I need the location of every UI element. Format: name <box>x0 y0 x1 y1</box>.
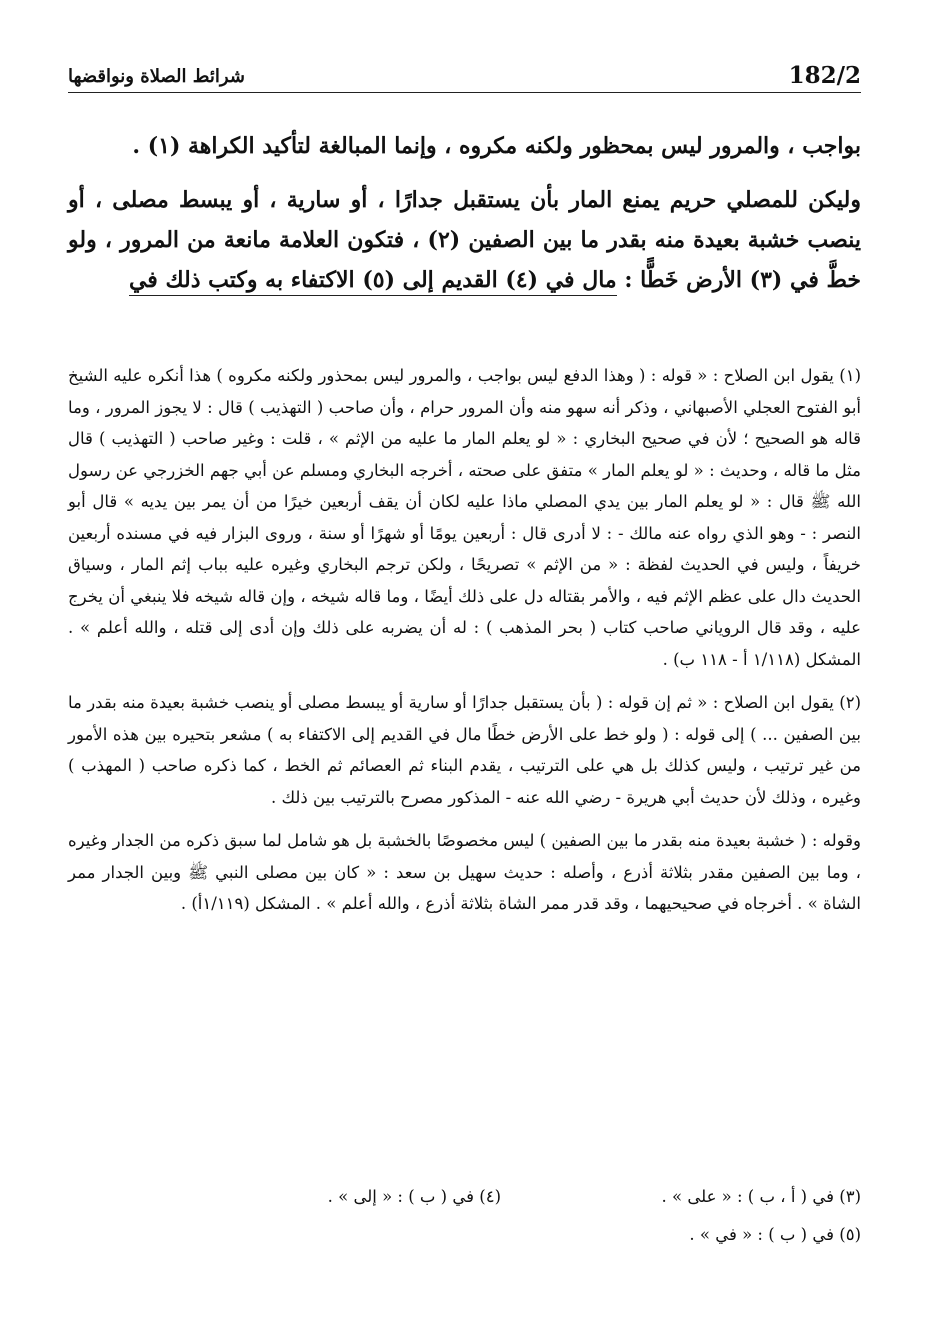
page-header <box>68 62 861 93</box>
footnote-1: (١) يقول ابن الصلاح : « قوله : ( وهذا الدفع ليس بواجب ، والمرور ليس بمحذور ولكنه مكروه ) هذا أنكره عليه الشيخ أبو الفتوح العجلي الأصبهاني ، وذكر أنه سهو منه وأن المرور حرام ، وأن صاحب ( التهذيب ) قال : لا يجوز المرور ، وما قاله هو الصحيح ؛ لأن في صحيح البخاري : « لو يعلم المار ما عليه من الإثم » ، قلت : وغير صاحب ( التهذيب ) قال مثل ما قاله ، وحديث : « لو يعلم المار » متفق على صحته ، أخرجه البخاري ومسلم عن أبي جهم الخزرجي عن رسول الله ﷺ قال : « لو يعلم المار بين يدي المصلي ماذا عليه لكان أن يقف أربعين خيرًا من أن يمر بين يديه » قال أبو النصر : - وهو الذي رواه عنه مالك - : لا أدرى قال : أربعين يومًا أو شهرًا أو سنة ، وروى البزار فيه في مسنده أربعين خريفاً ، وليس في الحديث لفظة : « من الإثم » تصريحًا ، ولكن ترجم البخاري وغيره عليه بباب إثم المار ، وسياق الحديث دال على عظم الإثم فيه ، والأمر بقتاله دل على ذلك أيضًا ، وما قاله شيخه ، وإن قاله شيخه فلا ينبغي أن يخرج عليه ، وقد قال الروياني صاحب كتاب ( بحر المذهب ) : له أن يضربه على ذلك وإن أدى إلى قتله ، والله أعلم » . المشكل (١/١١٨ أ - ١١٨ ب) . <box>68 366 861 669</box>
underlined-phrase: مال في (٤) القديم إلى (٥) الاكتفاء به وكتب ذلك في <box>129 267 617 296</box>
main-text <box>68 126 861 314</box>
variant-note-5: (٥) في ( ب ) : « في » . <box>689 1225 861 1244</box>
footnote-2-continuation: وقوله : ( خشبة بعيدة منه بقدر ما بين الصفين ) ليس مخصوصًا بالخشبة بل هو شامل لما سبق ذكره من الجدار وغيره ، وما بين الصفين مقدر بثلاثة أذرع ، وأصله : حديث سهيل بن سعد : « كان بين مصلى النبي ﷺ وبين الجدار ممر الشاة » . أخرجاه في صحيحيهما ، وقد قدر ممر الشاة بثلاثة أذرع ، والله أعلم » . المشكل (١/١١٩أ) . <box>68 831 861 913</box>
variant-note-3: (٣) في ( أ ، ب ) : « على » . <box>661 1187 861 1206</box>
variant-row-1 <box>68 1178 861 1216</box>
variant-row-2 <box>68 1216 861 1254</box>
main-paragraph-2-text: وليكن للمصلي حريم يمنع المار بأن يستقبل جدارًا ، أو سارية ، أو يبسط مصلى ، أو ينصب خشبة بعيدة منه بقدر ما بين الصفين (٢) ، فتكون العلامة مانعة من المرور ، ولو خطَّ في (٣) الأرض خَطًّا : <box>68 187 861 293</box>
main-paragraph-2 <box>68 180 861 300</box>
footnotes <box>68 360 861 932</box>
footnote-2: (٢) يقول ابن الصلاح : « ثم إن قوله : ( بأن يستقبل جدارًا أو سارية أو يبسط مصلى أو ينصب خشبة بعيدة منه بقدر ما بين الصفين ... ) إلى قوله : ( ولو خط على الأرض خطًا مال في القديم إلى الاكتفاء به ) مشعر بتحيره بين هذه الأمور من غير ترتيب ، وليس كذلك بل هي على الترتيب ، يقدم البناء ثم العصائم ثم الخط ، كما ذكره صاحب ( المهذب ) وغيره ، وذلك لأن حديث أبي هريرة - رضي الله عنه - المذكور مصرح بالترتيب بين ذلك . <box>68 693 861 807</box>
page-number: 182/2 <box>781 62 861 89</box>
variant-note-4: (٤) في ( ب ) : « إلى » . <box>327 1187 501 1206</box>
main-paragraph-1: بواجب ، والمرور ليس بمحظور ولكنه مكروه ، وإنما المبالغة لتأكيد الكراهة (١) . <box>132 133 861 159</box>
running-title: شرائط الصلاة ونواقضها <box>68 66 253 87</box>
variant-notes <box>68 1178 861 1254</box>
